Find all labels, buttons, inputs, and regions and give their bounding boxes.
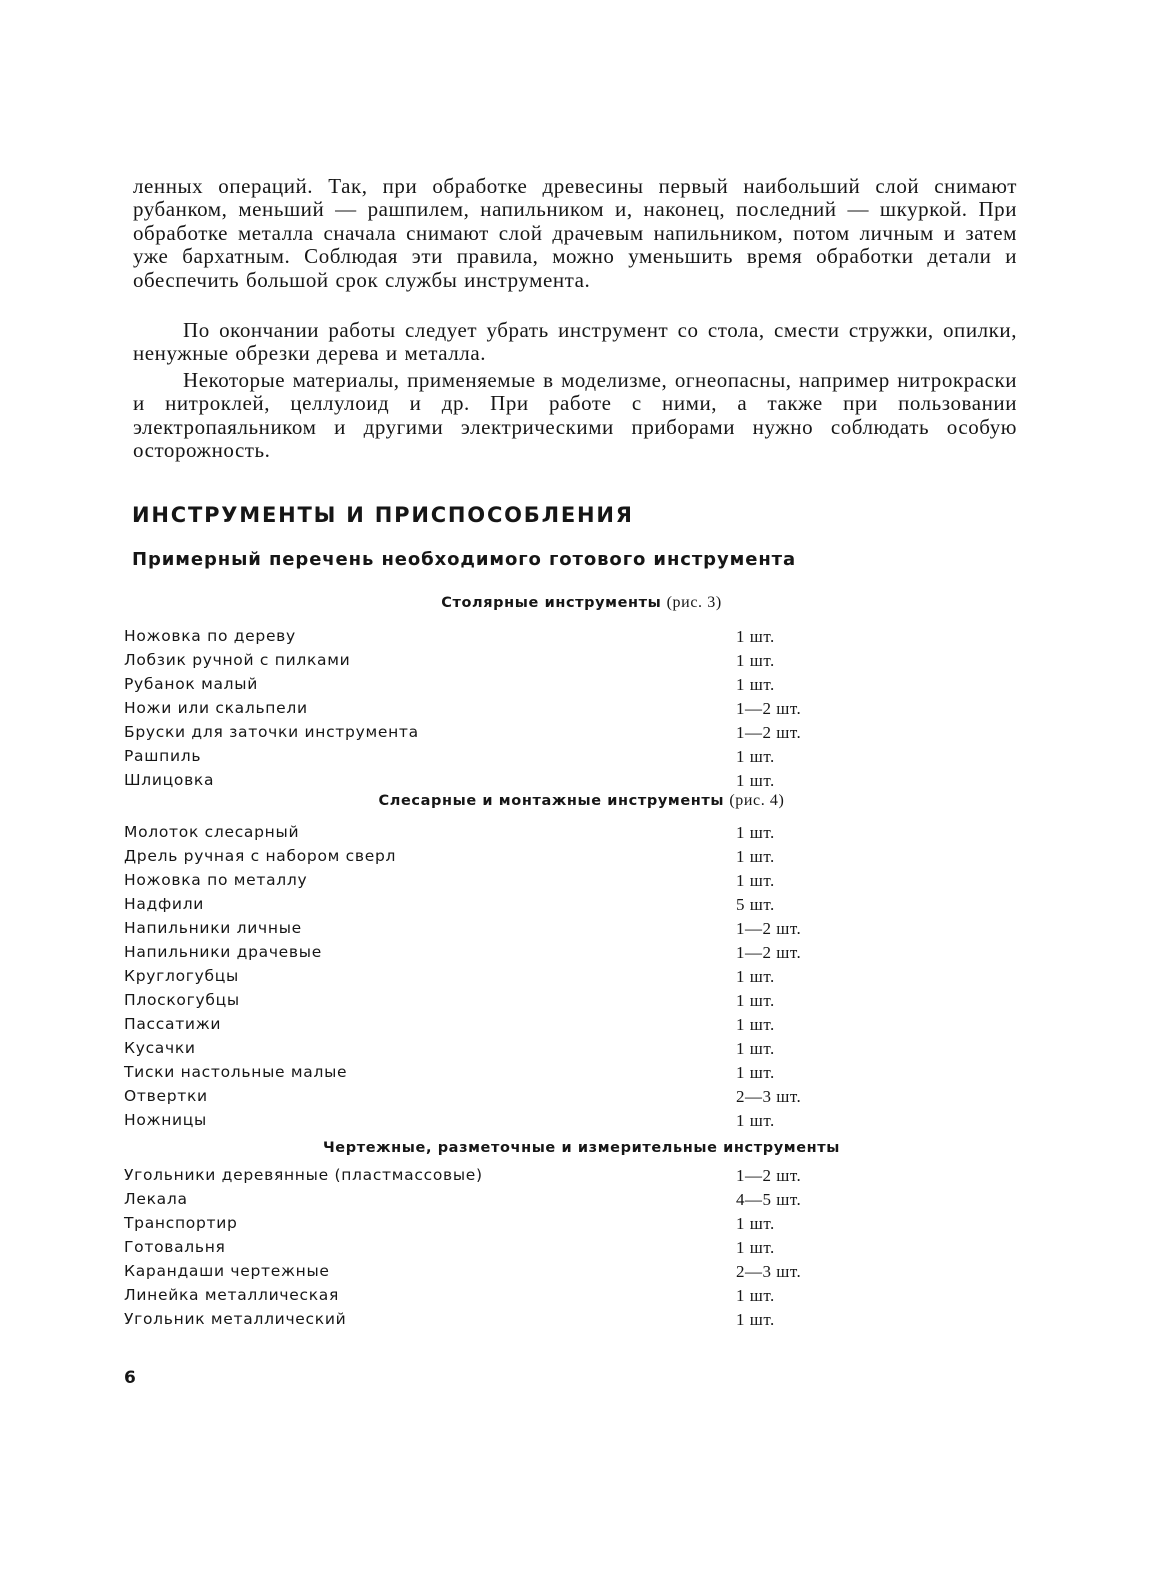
list-item (0, 895, 1163, 919)
category-title-drafting (0, 1139, 1163, 1157)
list-item (0, 651, 1163, 675)
item-quantity: 1 шт. (736, 1214, 775, 1233)
list-item (0, 943, 1163, 967)
item-name: Транспортир (124, 1214, 238, 1232)
list-item (0, 627, 1163, 651)
item-name: Угольник металлический (124, 1310, 347, 1328)
list-item (0, 847, 1163, 871)
list-item (0, 919, 1163, 943)
list-item (0, 1166, 1163, 1190)
item-name: Круглогубцы (124, 967, 239, 985)
list-item (0, 991, 1163, 1015)
item-name: Готовальня (124, 1238, 226, 1256)
item-name: Кусачки (124, 1039, 196, 1057)
item-name: Напильники личные (124, 919, 302, 937)
list-item (0, 699, 1163, 723)
list-item (0, 1087, 1163, 1111)
list-item (0, 1262, 1163, 1286)
item-quantity: 1 шт. (736, 1310, 775, 1329)
item-name: Ножовка по дереву (124, 627, 296, 645)
item-name: Лобзик ручной с пилками (124, 651, 351, 669)
list-item (0, 1063, 1163, 1087)
category-title-text: Чертежные, разметочные и измерительные инструменты (322, 1140, 841, 1156)
list-item (0, 1190, 1163, 1214)
item-quantity: 1 шт. (736, 847, 775, 866)
item-quantity: 1 шт. (736, 967, 775, 986)
item-name: Напильники драчевые (124, 943, 322, 961)
item-quantity: 1—2 шт. (736, 699, 802, 718)
item-quantity: 1 шт. (736, 871, 775, 890)
item-name: Бруски для заточки инструмента (124, 723, 419, 741)
category-title-metalwork (0, 792, 1163, 810)
item-quantity: 1—2 шт. (736, 943, 802, 962)
item-name: Ножовка по металлу (124, 871, 308, 889)
item-name: Молоток слесарный (124, 823, 300, 841)
list-item (0, 723, 1163, 747)
item-quantity: 4—5 шт. (736, 1190, 802, 1209)
list-item (0, 1310, 1163, 1334)
category-title-carpentry (0, 594, 1163, 612)
item-quantity: 1 шт. (736, 1286, 775, 1305)
item-quantity: 1—2 шт. (736, 723, 802, 742)
item-name: Тиски настольные малые (124, 1063, 348, 1081)
paragraph-3: Некоторые материалы, применяемые в моделизме, огнеопасны, например нитрокраски и нитроклей, целлулоид и др. При работе с ними, а также при пользовании электропаяльником и другими электрическими приборами нужно соблюдать особую осторожность. (133, 368, 1017, 463)
list-item (0, 823, 1163, 847)
paragraph-2: По окончании работы следует убрать инструмент со стола, смести стружки, опилки, ненужные обрезки дерева и металла. (133, 318, 1017, 366)
list-item (0, 675, 1163, 699)
item-name: Шлицовка (124, 771, 215, 789)
item-name: Рубанок малый (124, 675, 258, 693)
item-name: Ножницы (124, 1111, 207, 1129)
list-item (0, 967, 1163, 991)
figure-reference: (рис. 3) (666, 594, 722, 611)
item-name: Ножи или скальпели (124, 699, 308, 717)
category-title-text: Слесарные и монтажные инструменты (378, 793, 725, 809)
item-quantity: 1 шт. (736, 823, 775, 842)
item-quantity: 1 шт. (736, 627, 775, 646)
item-quantity: 5 шт. (736, 895, 775, 914)
item-quantity: 1 шт. (736, 1063, 775, 1082)
item-quantity: 2—3 шт. (736, 1087, 802, 1106)
list-item (0, 1214, 1163, 1238)
category-title-text: Столярные инструменты (441, 595, 662, 611)
list-item (0, 747, 1163, 771)
list-item (0, 1111, 1163, 1135)
item-quantity: 1 шт. (736, 1111, 775, 1130)
item-name: Линейка металлическая (124, 1286, 340, 1304)
paragraph-1: ленных операций. Так, при обработке древесины первый наибольший слой снимают рубанком, меньший — рашпилем, напильником и, наконец, последний — шкуркой. При обработке металла сначала снимают слой драчевым напильником, потом личным и затем уже бархатным. Соблюдая эти правила, можно уменьшить время обработки детали и обеспечить большой срок службы инструмента. (133, 174, 1017, 292)
item-name: Пассатижи (124, 1015, 222, 1033)
item-quantity: 1—2 шт. (736, 1166, 802, 1185)
figure-reference: (рис. 4) (729, 792, 785, 809)
item-name: Дрель ручная с набором сверл (124, 847, 397, 865)
list-item (0, 871, 1163, 895)
section-heading: ИНСТРУМЕНТЫ И ПРИСПОСОБЛЕНИЯ (132, 503, 634, 527)
item-quantity: 1 шт. (736, 1039, 775, 1058)
item-name: Рашпиль (124, 747, 202, 765)
list-item (0, 1238, 1163, 1262)
item-quantity: 1 шт. (736, 991, 775, 1010)
item-quantity: 1 шт. (736, 747, 775, 766)
item-name: Карандаши чертежные (124, 1262, 330, 1280)
item-name: Плоскогубцы (124, 991, 240, 1009)
item-quantity: 1 шт. (736, 675, 775, 694)
item-quantity: 1 шт. (736, 771, 775, 790)
list-item (0, 1015, 1163, 1039)
item-quantity: 1 шт. (736, 1015, 775, 1034)
page-number: 6 (124, 1368, 136, 1388)
item-quantity: 1 шт. (736, 1238, 775, 1257)
item-name: Надфили (124, 895, 205, 913)
item-quantity: 2—3 шт. (736, 1262, 802, 1281)
list-item (0, 1039, 1163, 1063)
item-name: Лекала (124, 1190, 188, 1208)
list-item (0, 1286, 1163, 1310)
item-quantity: 1—2 шт. (736, 919, 802, 938)
list-subheading: Примерный перечень необходимого готового инструмента (132, 549, 797, 570)
item-name: Отвертки (124, 1087, 208, 1105)
item-quantity: 1 шт. (736, 651, 775, 670)
item-name: Угольники деревянные (пластмассовые) (124, 1166, 483, 1184)
